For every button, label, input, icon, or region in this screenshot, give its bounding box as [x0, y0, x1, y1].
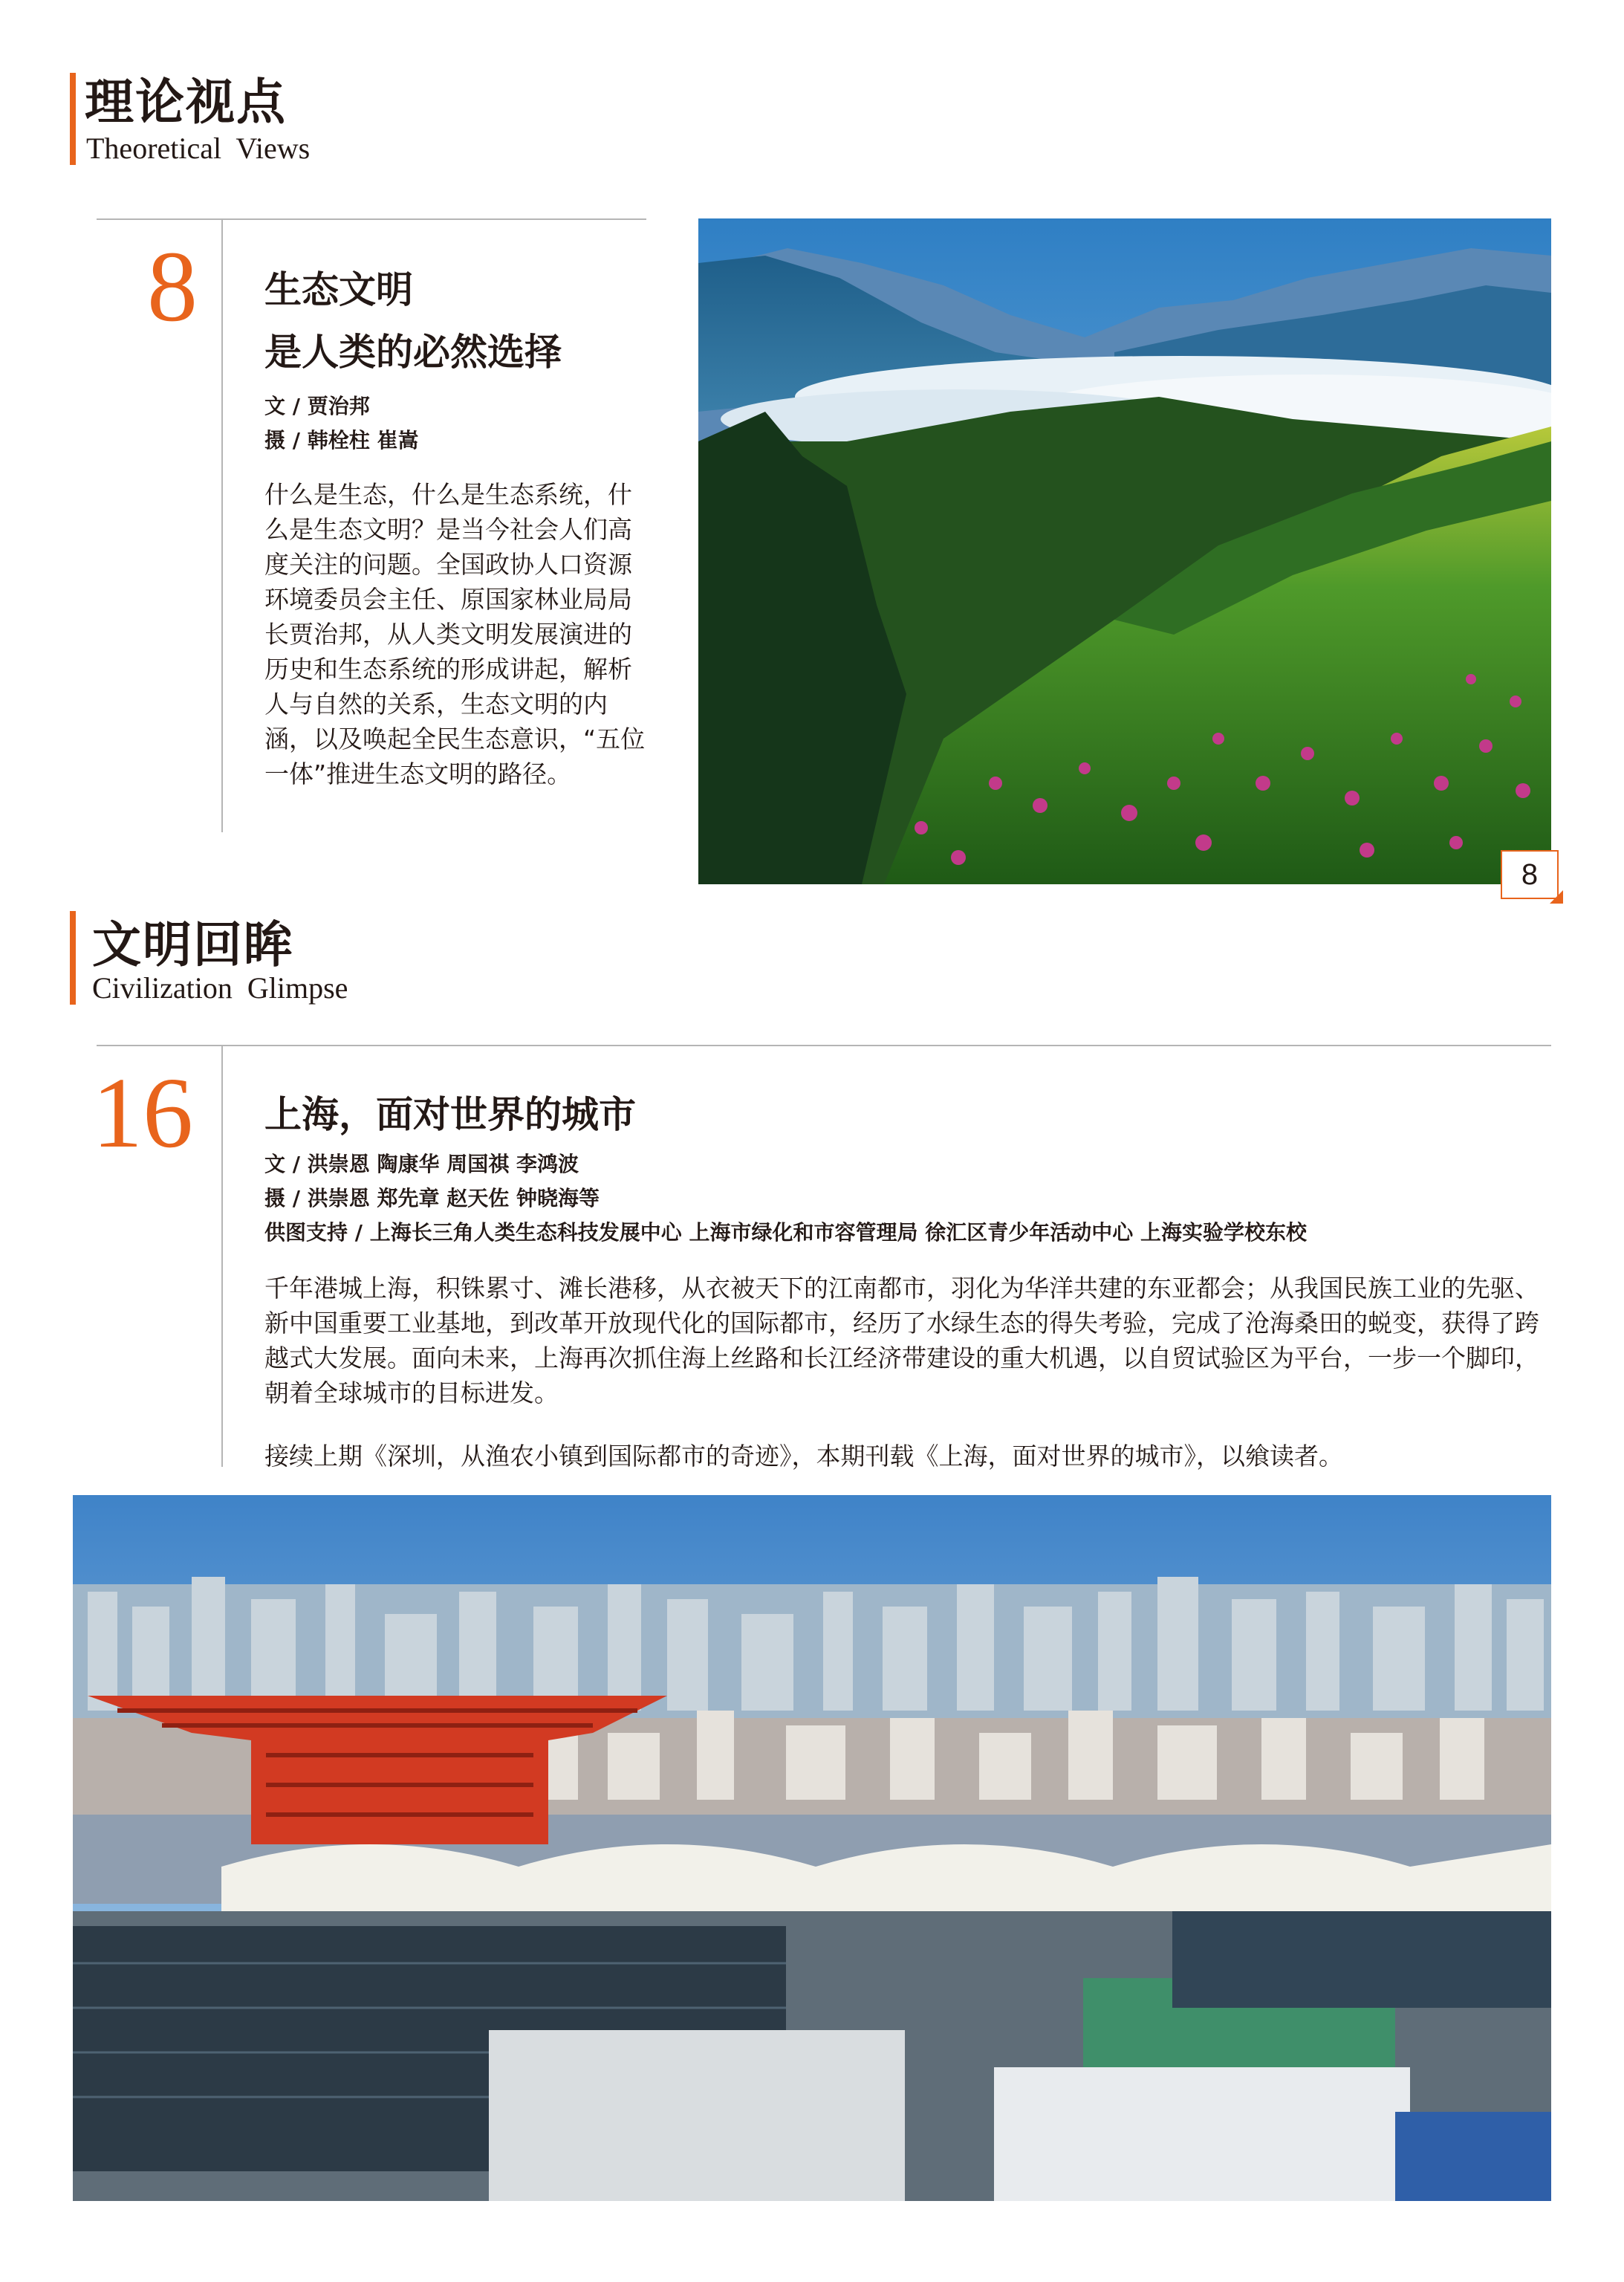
article-summary: 接续上期《深圳，从渔农小镇到国际都市的奇迹》，本期刊载《上海，面对世界的城市》，以飨读者。: [264, 1442, 1343, 1471]
divider: [97, 218, 646, 220]
section-title-en: Theoretical Views: [86, 132, 311, 165]
section-accent-bar: [70, 911, 76, 1005]
author-credit: 文 / 洪崇恩 陶康华 周国祺 李鸿波: [264, 1152, 579, 1176]
section-accent-bar: [70, 73, 76, 165]
page-number-badge: 8: [1501, 850, 1559, 899]
article-title-line: 是人类的必然选择: [264, 330, 562, 374]
photo-support-credit: 供图支持 / 上海长三角人类生态科技发展中心 上海市绿化和市容管理局 徐汇区青少年活动中心 上海实验学校东校: [264, 1220, 1307, 1245]
photographer-credit: 摄 / 韩栓柱 崔嵩: [264, 428, 419, 453]
article-title[interactable]: [264, 259, 651, 383]
divider: [97, 1045, 1551, 1046]
article-page-number: 8: [147, 231, 198, 343]
divider: [221, 1045, 223, 1467]
section-title-cn: 理论视点: [85, 73, 287, 131]
article-title[interactable]: 上海，面对世界的城市: [264, 1092, 636, 1136]
article-title-line: 生态文明: [264, 268, 413, 311]
photographer-credit: 摄 / 洪崇恩 郑先章 赵天佐 钟晓海等: [264, 1186, 600, 1210]
shanghai-expo-photo[interactable]: [73, 1495, 1551, 2201]
section-title-cn: 文明回眸: [92, 915, 294, 973]
article-summary: 千年港城上海，积铢累寸、滩长港移，从衣被天下的江南都市，羽化为华洋共建的东亚都会；从我国民族工业的先驱、新中国重要工业基地，到改革开放现代化的国际都市，经历了水绿生态的得失考验，完成了沧海桑田的蜕变，获得了跨越式大发展。面向未来，上海再次抓住海上丝路和长江经济带建设的重大机遇，以自贸试验区为平台，一步一个脚印，朝着全球城市的目标进发。: [264, 1274, 1539, 1407]
author-credit: 文 / 贾治邦: [264, 394, 370, 418]
badge-corner-triangle: [1550, 890, 1563, 904]
section-title-en: Civilization Glimpse: [92, 971, 348, 1005]
landscape-photo[interactable]: [698, 218, 1551, 884]
divider: [221, 218, 223, 832]
article-summary: 什么是生态，什么是生态系统，什么是生态文明？是当今社会人们高度关注的问题。全国政协人口资源环境委员会主任、原国家林业局局长贾治邦，从人类文明发展演进的历史和生态系统的形成讲起，解析人与自然的关系，生态文明的内涵，以及唤起全民生态意识，“五位一体”推进生态文明的路径。: [264, 480, 646, 788]
article-page-number: 16: [92, 1057, 193, 1169]
